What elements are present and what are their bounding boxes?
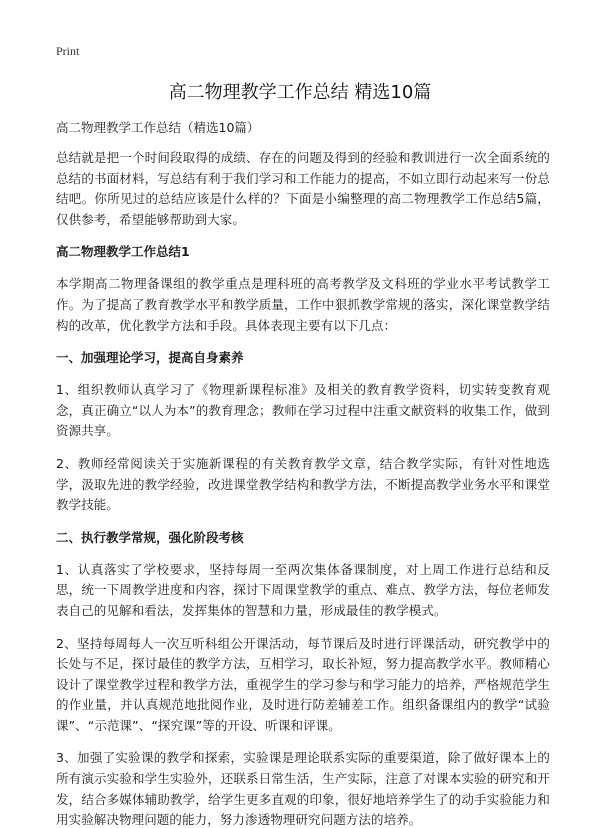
paragraph: 3、加强了实验课的教学和探索，实验课是理论联系实际的重要渠道，除了做好课本上的所有演示实验和学生实验外，还联系日常生活，生产实际，注意了对课本实验的研究和开发，结合多媒体辅助教学，给学生更多直观的印象，很好地培养学生了的动手实验能力和用实验解决物理问题的能力，努力渗透物理研究问题方法的培养。: [56, 750, 550, 828]
print-link[interactable]: Print: [56, 44, 80, 58]
paragraph: 2、坚持每周每人一次互听科组公开课活动，每节课后及时进行评课活动，研究教学中的长处与不足，探讨最佳的教学方法，互相学习，取长补短，努力提高教学水平。教师精心设计了课堂教学过程和教学方法，重视学生的学习参与和学习能力的培养，严格规范学生的作业量，并认真规范地批阅作业，及时进行防差辅差工作。组织备课组内的教学“试验课”、“示范课”、“探究课”等的开设、听课和评课。: [56, 635, 550, 733]
intro-paragraph: 总结就是把一个时间段取得的成绩、存在的问题及得到的经验和教训进行一次全面系统的总结的书面材料，写总结有利于我们学习和工作能力的提高，不如立即行动起来写一份总结吧。你所见过的总结应该是什么样的？下面是小编整理的高二物理教学工作总结5篇，仅供参考，希望能够帮助到大家。: [56, 150, 550, 227]
paragraph: 1、认真落实了学校要求，坚持每周一至两次集体备课制度，对上周工作进行总结和反思，统一下周教学进度和内容，探讨下周课堂教学的重点、难点、教学方法，每位老师发表自己的见解和看法，发挥集体的智慧和力量，形成最佳的教学模式。: [56, 561, 550, 618]
document-subtitle: 高二物理教学工作总结（精选10篇）: [56, 120, 260, 135]
part-two-heading: 二、执行教学常规，强化阶段考核: [56, 529, 244, 545]
paragraph: 2、教师经常阅读关于实施新课程的有关教育教学文章，结合教学实际，有针对性地选学，汲取先进的教学经验，改进课堂教学结构和教学方法，不断提高教学业务水平和课堂教学技能。: [56, 455, 550, 513]
paragraph: 1、组织教师认真学习了《物理新课程标准》及相关的教育教学资料，切实转变教育观念，真正确立“以人为本”的教育理念；教师在学习过程中注重文献资料的收集工作，做到资源共享。: [56, 382, 550, 439]
section-heading: 高二物理教学工作总结1: [56, 244, 190, 260]
section-intro-paragraph: 本学期高二物理备课组的教学重点是理科班的高考教学及文科班的学业水平考试教学工作。为了提高了教育教学水平和教学质量，工作中狠抓教学常规的落实，深化课堂教学结构的改革，优化教学方法和手段。具体表现主要有以下几点：: [56, 276, 550, 333]
part-one-heading: 一、加强理论学习，提高自身素养: [56, 350, 244, 366]
page-title: 高二物理教学工作总结 精选10篇: [168, 82, 432, 103]
document-body: [56, 118, 550, 828]
